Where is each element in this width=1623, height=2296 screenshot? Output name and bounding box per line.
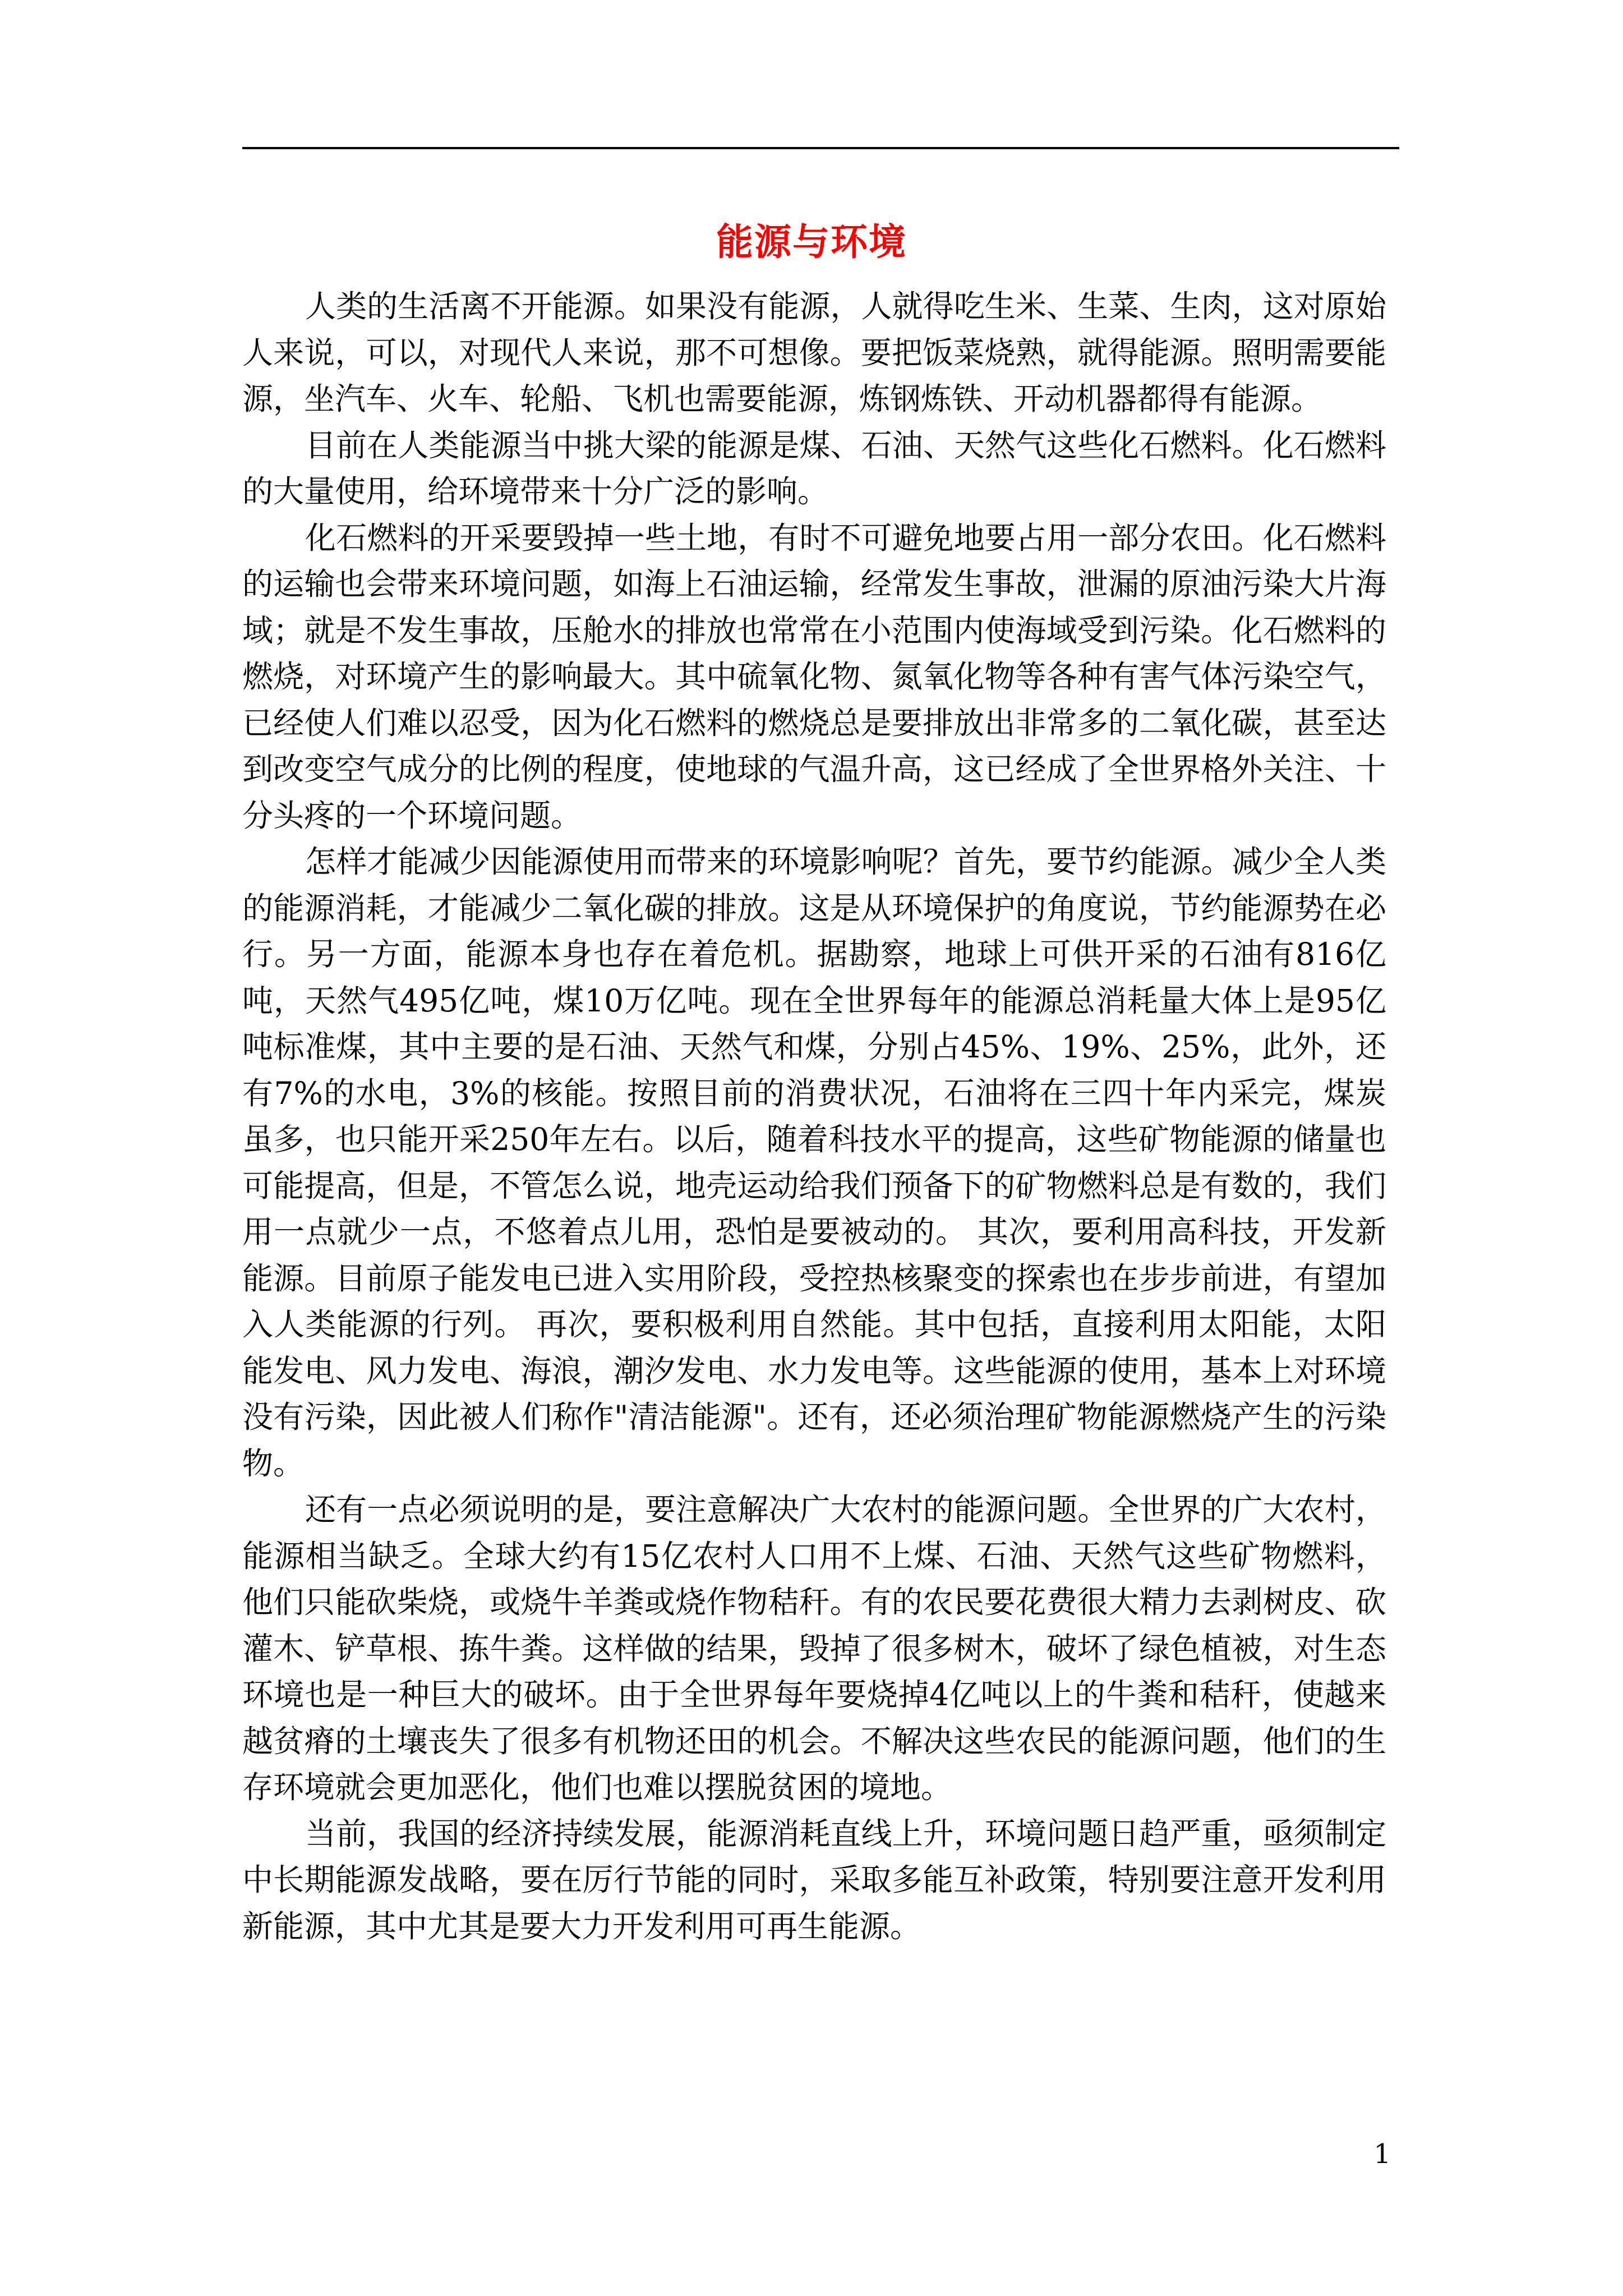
paragraph: 人类的生活离不开能源。如果没有能源，人就得吃生米、生菜、生肉，这对原始人来说，可以，对现代人来说，那不可想像。要把饭菜烧熟，就得能源。照明需要能源，坐汽车、火车、轮船、飞机也需要能源，炼钢炼铁、开动机器都得有能源。 <box>242 288 1386 417</box>
article-body <box>242 283 1386 1949</box>
header-rule <box>242 147 1399 149</box>
paragraph: 怎样才能减少因能源使用而带来的环境影响呢？首先，要节约能源。减少全人类的能源消耗，才能减少二氧化碳的排放。这是从环境保护的角度说，节约能源势在必行。另一方面，能源本身也存在着危机。据勘察，地球上可供开采的石油有816亿吨，天然气495亿吨，煤10万亿吨。现在全世界每年的能源总消耗量大体上是95亿吨标准煤，其中主要的是石油、天然气和煤，分别占45%、19%、25%，此外，还有7%的水电，3%的核能。按照目前的消费状况，石油将在三四十年内采完，煤炭虽多，也只能开采250年左右。以后，随着科技水平的提高，这些矿物能源的储量也可能提高，但是，不管怎么说，地壳运动给我们预备下的矿物燃料总是有数的，我们用一点就少一点，不悠着点儿用，恐怕是要被动的。 其次，要利用高科技，开发新能源。目前原子能发电已进入实用阶段，受控热核聚变的探索也在步步前进，有望加入人类能源的行列。 再次，要积极利用自然能。其中包括，直接利用太阳能，太阳能发电、风力发电、海浪，潮汐发电、水力发电等。这些能源的使用，基本上对环境没有污染，因此被人们称作"清洁能源"。还有，还必须治理矿物能源燃烧产生的污染物。 <box>242 844 1386 1481</box>
paragraph: 还有一点必须说明的是，要注意解决广大农村的能源问题。全世界的广大农村，能源相当缺乏。全球大约有15亿农村人口用不上煤、石油、天然气这些矿物燃料，他们只能砍柴烧，或烧牛羊粪或烧作物秸秆。有的农民要花费很大精力去剥树皮、砍灌木、铲草根、拣牛粪。这样做的结果，毁掉了很多树木，破坏了绿色植被，对生态环境也是一种巨大的破坏。由于全世界每年要烧掉4亿吨以上的牛粪和秸秆，使越来越贫瘠的土壤丧失了很多有机物还田的机会。不解决这些农民的能源问题，他们的生存环境就会更加恶化，他们也难以摆脱贫困的境地。 <box>242 1492 1386 1805</box>
page-number: 1 <box>1373 2138 1391 2170</box>
paragraph: 目前在人类能源当中挑大梁的能源是煤、石油、天然气这些化石燃料。化石燃料的大量使用，给环境带来十分广泛的影响。 <box>242 427 1386 509</box>
paragraph: 当前，我国的经济持续发展，能源消耗直线上升，环境问题日趋严重，亟须制定中长期能源发战略，要在厉行节能的同时，采取多能互补政策，特别要注意开发利用新能源，其中尤其是要大力开发利用可再生能源。 <box>242 1815 1386 1944</box>
page-title: 能源与环境 <box>716 220 907 264</box>
paragraph: 化石燃料的开采要毁掉一些土地，有时不可避免地要占用一部分农田。化石燃料的运输也会带来环境问题，如海上石油运输，经常发生事故，泄漏的原油污染大片海域；就是不发生事故，压舱水的排放也常常在小范围内使海域受到污染。化石燃料的燃烧，对环境产生的影响最大。其中硫氧化物、氮氧化物等各种有害气体污染空气，已经使人们难以忍受，因为化石燃料的燃烧总是要排放出非常多的二氧化碳，甚至达到改变空气成分的比例的程度，使地球的气温升高，这已经成了全世界格外关注、十分头疼的一个环境问题。 <box>242 519 1386 834</box>
